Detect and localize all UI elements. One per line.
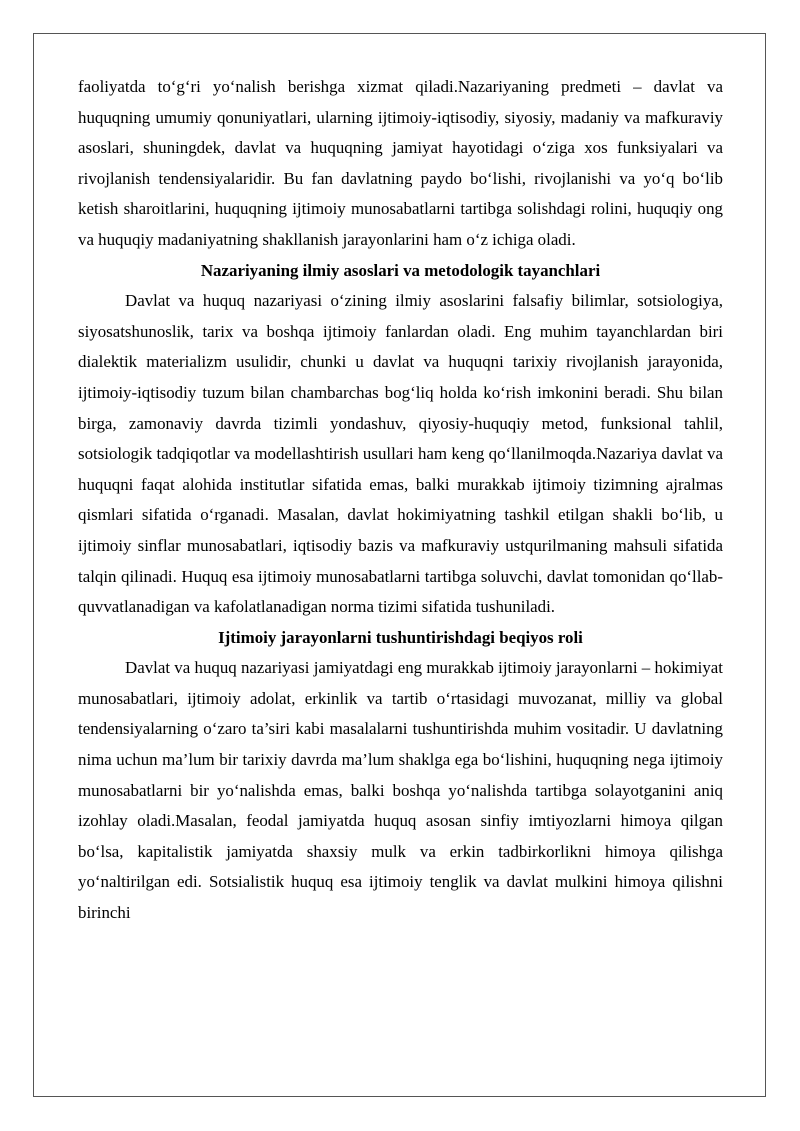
section-heading: Ijtimoiy jarayonlarni tushuntirishdagi beqiyos roli: [218, 627, 583, 647]
paragraph: Davlat va huquq nazariyasi jamiyatdagi eng murakkab ijtimoiy jarayonlarni – hokimiyat munosabatlari, ijtimoiy adolat, erkinlik va tartib o‘rtasidagi muvozanat, milliy va global tendensiyalarning o‘zaro ta’siri kabi masalalarni tushuntirishda muhim vositadir. U davlatning nima uchun ma’lum bir tarixiy davrda ma’lum shaklga ega bo‘lishini, huquqning nega ijtimoiy munosabatlarni bir yo‘nalishda emas, balki boshqa yo‘nalishda tartibga solayotganini aniq izohlay oladi.Masalan, feodal jamiyatda huquq asosan sinfiy imtiyozlarni himoya qilgan bo‘lsa, kapitalistik jamiyatda shaxsiy mulk va erkin tadbirkorlikni himoya qilishga yo‘naltirilgan edi. Sotsialistik huquq esa ijtimoiy tenglik va davlat mulkini himoya qilishni birinchi: [78, 658, 723, 923]
section-heading: Nazariyaning ilmiy asoslari va metodologik tayanchlari: [200, 260, 601, 280]
paragraph: faoliyatda to‘g‘ri yo‘nalish berishga xizmat qiladi.Nazariyaning predmeti – davlat va huquqning umumiy qonuniyatlari, ularning ijtimoiy-iqtisodiy, siyosiy, madaniy va mafkuraviy asoslari, shuningdek, davlat va huquqning jamiyat hayotidagi o‘ziga xos funksiyalari va rivojlanish tendensiyalaridir. Bu fan davlatning paydo bo‘lishi, rivojlanishi va yo‘q bo‘lib ketish sharoitlarini, huquqning ijtimoiy munosabatlarni tartibga solishdagi rolini, huquqiy ong va huquqiy madaniyatning shakllanish jarayonlarini ham o‘z ichiga oladi.: [78, 77, 723, 249]
paragraph: Davlat va huquq nazariyasi o‘zining ilmiy asoslarini falsafiy bilimlar, sotsiologiya, siyosatshunoslik, tarix va boshqa ijtimoiy fanlardan oladi. Eng muhim tayanchlardan biri dialektik materializm usulidir, chunki u davlat va huquqni tarixiy rivojlanish jarayonida, ijtimoiy-iqtisodiy tuzum bilan chambarchas bog‘liq holda ko‘rish imkonini beradi. Shu bilan birga, zamonaviy davrda tizimli yondashuv, qiyosiy-huquqiy metod, funksional tahlil, sotsiologik tadqiqotlar va modellashtirish usullari ham keng qo‘llanilmoqda.Nazariya davlat va huquqni faqat alohida institutlar sifatida emas, balki murakkab ijtimoiy tizimning ajralmas qismlari sifatida o‘rganadi. Masalan, davlat hokimiyatning tashkil etilgan shakli bo‘lib, u ijtimoiy sinflar munosabatlari, iqtisodiy bazis va mafkuraviy ustqurilmaning mahsuli sifatida talqin qilinadi. Huquq esa ijtimoiy munosabatlarni tartibga soluvchi, davlat tomonidan qo‘llab-quvvatlanadigan va kafolatlanadigan norma tizimi sifatida tushuniladi.: [78, 291, 723, 617]
document-body: [78, 72, 723, 929]
